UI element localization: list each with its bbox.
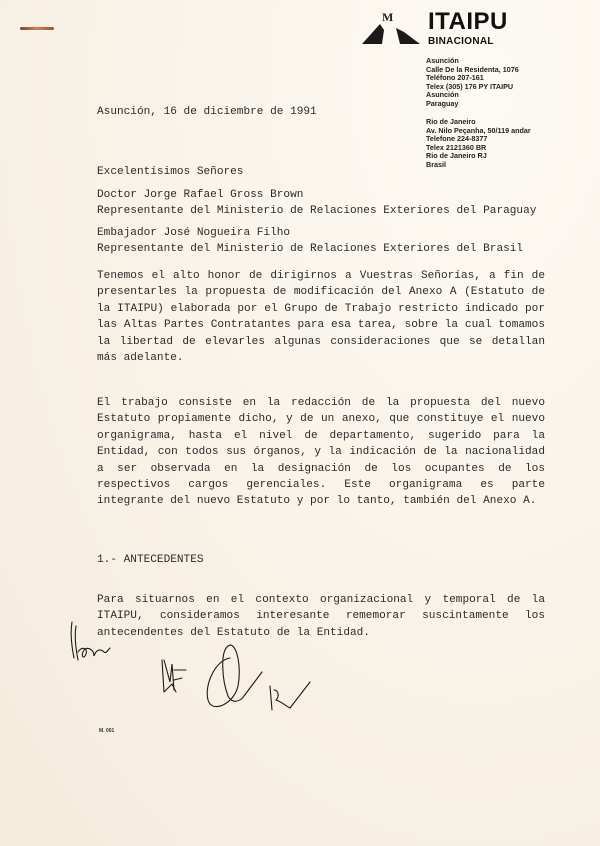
address-line: Asunción xyxy=(426,56,459,65)
paragraph-line: integrante del nuevo Estatuto y por lo tanto, también del Anexo A. xyxy=(97,495,537,508)
paragraph-line: presentarles la propuesta de modificación del Anexo A (Estatuto de xyxy=(97,286,545,299)
recipient-1 xyxy=(97,187,536,220)
letter-date: Asunción, 16 de diciembre de 1991 xyxy=(97,106,317,118)
address-line: Telefone 224-8377 xyxy=(426,134,488,144)
initial-3 xyxy=(270,682,310,710)
address-line: Paraguay xyxy=(426,98,459,108)
paragraph-line: antecendentes del Estatuto de la Entidad. xyxy=(97,626,370,639)
initial-1 xyxy=(71,622,110,660)
address-line: Telex (305) 176 PY ITAIPU xyxy=(426,81,514,91)
section-heading: 1.- ANTECEDENTES xyxy=(97,554,204,566)
paragraph-line: Estatuto propiamente dicho, y de un anexo, que constituye el nuevo xyxy=(97,413,545,426)
paragraph-line: El trabajo consiste en la redacción de la propuesta del nuevo xyxy=(97,397,545,409)
paragraph-line: más adelante. xyxy=(97,352,184,365)
address-line: Asunción xyxy=(426,90,459,100)
paragraph-line: a ser observada en la designación de los ocupantes de los xyxy=(97,462,545,475)
brand-name: ITAIPU xyxy=(428,8,508,35)
brand-block xyxy=(428,10,508,48)
form-code: M. 001 xyxy=(99,728,115,734)
address-line: Calle De la Residenta, 1076 xyxy=(426,64,519,74)
initials-signatures xyxy=(60,620,320,715)
paragraph-line: la ITAIPU) elaborada por el Grupo de Trabajo restricto indicado por xyxy=(97,302,545,315)
itaipu-logo-icon xyxy=(360,10,422,46)
address-line: Brasil xyxy=(426,159,446,169)
recipient-name: Embajador José Nogueira Filho xyxy=(97,227,291,239)
paragraph-line: ITAIPU, consideramos interesante rememorar suscintamente los xyxy=(97,610,545,623)
paragraph-line: respectivos cargos gerenciales. Este organigrama es parte xyxy=(97,479,545,492)
address-line: Rio de Janeiro RJ xyxy=(426,151,487,161)
paragraph-intro xyxy=(97,268,545,366)
paragraph-work xyxy=(97,395,545,510)
paragraph-line: organigrama, hasta el nivel de departamento, sugerido para la xyxy=(97,429,545,442)
recipient-2 xyxy=(97,225,523,258)
address-line: Teléfono 207-161 xyxy=(426,73,484,83)
paragraph-line: la libertad de elevarles algunas consideraciones que se detallan xyxy=(97,335,545,348)
address-line: Rio de Janeiro xyxy=(426,117,476,126)
recipient-title: Representante del Ministerio de Relaciones Exteriores del Brasil xyxy=(97,243,524,256)
brand-subtitle: BINACIONAL xyxy=(428,36,494,47)
address-rio xyxy=(426,118,531,170)
paragraph-line: Para situarnos en el contexto organizacional y temporal de la xyxy=(97,594,545,606)
rust-stain xyxy=(20,27,54,30)
signature-main xyxy=(207,645,262,706)
salutation: Excelentísimos Señores xyxy=(97,166,244,178)
paragraph-line: Tenemos el alto honor de dirigirnos a Vuestras Señorías, a fin de xyxy=(97,270,545,282)
recipient-name: Doctor Jorge Rafael Gross Brown xyxy=(97,189,304,201)
address-line: Av. Nilo Peçanha, 50/119 andar xyxy=(426,125,531,135)
recipient-title: Representante del Ministerio de Relaciones Exteriores del Paraguay xyxy=(97,205,537,218)
paragraph-line: las Altas Partes Contratantes para esa tarea, sobre la cual tomamos xyxy=(97,319,545,332)
paragraph-line: Entidad, con todos sus órganos, y la indicación de la nacionalidad xyxy=(97,446,545,459)
logo-letter: M xyxy=(382,10,394,24)
initial-2 xyxy=(162,660,186,692)
address-line: Telex 2121360 BR xyxy=(426,142,487,152)
address-asuncion xyxy=(426,57,519,109)
